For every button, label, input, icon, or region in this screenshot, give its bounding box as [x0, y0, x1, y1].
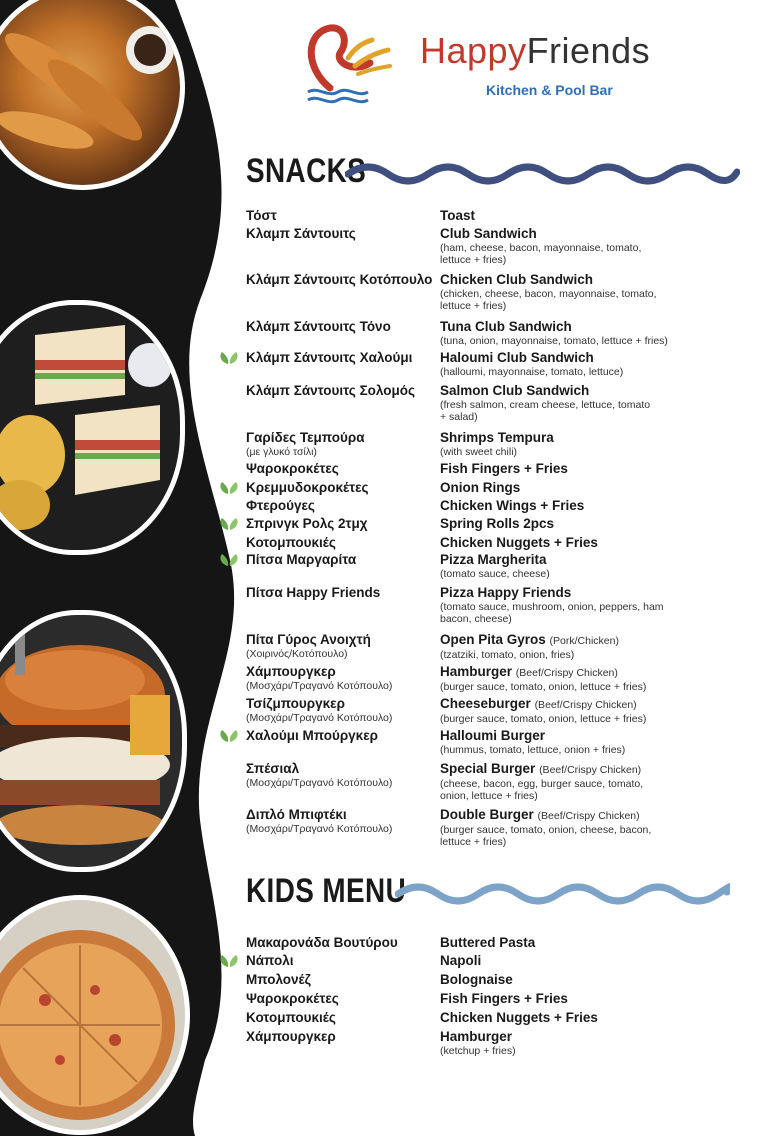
- brand-name-part2: Friends: [526, 30, 651, 71]
- item-title: Tuna Club Sandwich: [440, 319, 572, 334]
- menu-item-gr: Τόστ: [246, 208, 277, 223]
- vegetarian-leaf-icon: [218, 728, 240, 744]
- item-description: (Μοσχάρι/Τραγανό Κοτόπουλο): [246, 823, 393, 835]
- menu-item-gr: [246, 664, 392, 692]
- menu-item-gr: [246, 807, 392, 835]
- menu-item-gr: [246, 761, 392, 789]
- brand-tagline: Kitchen & Pool Bar: [486, 82, 613, 98]
- menu-item-gr: Κλάμπ Σάντουιτς Κοτόπουλο: [246, 272, 433, 287]
- menu-item-en: [440, 807, 651, 848]
- item-description: onion, lettuce + fries): [440, 790, 538, 802]
- item-description: (tzatziki, tomato, onion, fries): [440, 649, 575, 661]
- menu-item-gr: Κοτομπουκιές: [246, 1010, 336, 1025]
- menu-item-gr: Ψαροκροκέτες: [246, 461, 339, 476]
- menu-item-gr: Κοτομπουκιές: [246, 535, 336, 550]
- item-description: (halloumi, mayonnaise, tomato, lettuce): [440, 366, 624, 378]
- item-description: lettuce + fries): [440, 836, 507, 848]
- item-title: Double Burger: [440, 807, 534, 822]
- item-title: Special Burger: [440, 761, 536, 776]
- menu-item-en: Fish Fingers + Fries: [440, 991, 568, 1006]
- snacks-title: SNACKS: [246, 152, 367, 190]
- menu-item-gr: Πίτσα Μαργαρίτα: [246, 552, 357, 567]
- item-title: Χάμπουργκερ: [246, 664, 336, 679]
- vegetarian-leaf-icon: [218, 552, 240, 568]
- item-description: (Χοιρινός/Κοτόπουλο): [246, 648, 348, 660]
- menu-item-en: Toast: [440, 208, 476, 223]
- menu-item-gr: Μακαρονάδα Βουτύρου: [246, 935, 398, 950]
- kids-wave-divider: [395, 878, 730, 910]
- item-note: (Pork/Chicken): [549, 635, 619, 647]
- item-description: (tomato sauce, cheese): [440, 568, 550, 580]
- item-note: (Beef/Crispy Chicken): [539, 764, 642, 776]
- item-title: Hamburger: [440, 1029, 513, 1044]
- menu-item-gr: Χαλούμι Μπούργκερ: [246, 728, 378, 743]
- menu-item-en: [440, 585, 664, 625]
- menu-item-en: [440, 226, 641, 266]
- item-title: Pizza Margherita: [440, 552, 547, 567]
- item-title: Open Pita Gyros: [440, 632, 546, 647]
- brand-name: [420, 30, 650, 72]
- menu-item-gr: Κρεμμυδοκροκέτες: [246, 480, 369, 495]
- item-title: Σπέσιαλ: [246, 761, 300, 776]
- item-description: lettuce + fries): [440, 300, 507, 312]
- menu-item-gr: Κλάμπ Σάντουιτς Σολομός: [246, 383, 416, 398]
- menu-item-gr: Πίτσα Happy Friends: [246, 585, 381, 600]
- brand-name-part1: Happy: [420, 30, 527, 71]
- menu-item-en: Onion Rings: [440, 480, 521, 495]
- item-title: Chicken Club Sandwich: [440, 272, 594, 287]
- item-title: Hamburger: [440, 664, 513, 679]
- menu-item-en: [440, 632, 619, 661]
- menu-item-gr: Ψαροκροκέτες: [246, 991, 339, 1006]
- item-description: (Μοσχάρι/Τραγανό Κοτόπουλο): [246, 777, 393, 789]
- menu-item-en: [440, 696, 646, 725]
- item-title: Pizza Happy Friends: [440, 585, 572, 600]
- menu-item-en: Chicken Nuggets + Fries: [440, 1010, 598, 1025]
- item-description: (tomato sauce, mushroom, onion, peppers, ham: [440, 601, 664, 613]
- item-description: (tuna, onion, mayonnaise, tomato, lettuce + fries): [440, 335, 668, 347]
- menu-item-en: [440, 728, 625, 756]
- menu-item-en: [440, 430, 554, 458]
- vegetarian-leaf-icon: [218, 350, 240, 366]
- menu-item-gr: Χάμπουργκερ: [246, 1029, 336, 1044]
- menu-item-en: Bolognaise: [440, 972, 513, 987]
- menu-item-en: Chicken Nuggets + Fries: [440, 535, 598, 550]
- kids-menu-title: KIDS MENU: [246, 872, 407, 910]
- menu-item-en: [440, 1029, 516, 1057]
- item-description: (hummus, tomato, lettuce, onion + fries): [440, 744, 626, 756]
- vegetarian-leaf-icon: [218, 480, 240, 496]
- item-description: lettuce + fries): [440, 254, 507, 266]
- menu-item-en: [440, 383, 650, 423]
- item-note: (Beef/Crispy Chicken): [534, 699, 637, 711]
- menu-item-en: [440, 272, 657, 312]
- item-description: (burger sauce, tomato, onion, lettuce + fries): [440, 681, 647, 693]
- menu-item-gr: Νάπολι: [246, 953, 294, 968]
- item-description: (Μοσχάρι/Τραγανό Κοτόπουλο): [246, 680, 393, 692]
- menu-item-en: Buttered Pasta: [440, 935, 536, 950]
- menu-item-en: [440, 319, 668, 347]
- menu-item-gr: [246, 696, 392, 724]
- menu-item-en: Napoli: [440, 953, 482, 968]
- item-description: (Μοσχάρι/Τραγανό Κοτόπουλο): [246, 712, 393, 724]
- item-description: (ketchup + fries): [440, 1045, 516, 1057]
- burger-photo: [0, 610, 187, 872]
- item-title: Shrimps Tempura: [440, 430, 554, 445]
- item-description: (burger sauce, tomato, onion, lettuce + fries): [440, 713, 647, 725]
- item-title: Halloumi Burger: [440, 728, 546, 743]
- item-title: Τσίζμπουργκερ: [246, 696, 345, 711]
- item-note: (Beef/Crispy Chicken): [537, 810, 640, 822]
- vegetarian-leaf-icon: [218, 516, 240, 532]
- menu-item-gr: [246, 632, 371, 660]
- menu-item-gr: Κλάμπ Σάντουιτς Τόνο: [246, 319, 391, 334]
- item-description: (chicken, cheese, bacon, mayonnaise, tomato,: [440, 288, 657, 300]
- item-description: (with sweet chili): [440, 446, 518, 458]
- menu-item-gr: Σπρινγκ Ρολς 2τμχ: [246, 516, 368, 531]
- item-title: Cheeseburger: [440, 696, 531, 711]
- menu-item-en: [440, 552, 550, 580]
- item-note: (Beef/Crispy Chicken): [515, 667, 618, 679]
- item-description: (cheese, bacon, egg, burger sauce, tomato,: [440, 778, 644, 790]
- item-description: (με γλυκό τσίλι): [246, 446, 317, 458]
- item-title: Club Sandwich: [440, 226, 537, 241]
- menu-item-en: [440, 761, 643, 802]
- item-description: (burger sauce, tomato, onion, cheese, bacon,: [440, 824, 652, 836]
- menu-item-gr: Κλαμπ Σάντουιτς: [246, 226, 356, 241]
- vegetarian-leaf-icon: [218, 953, 240, 969]
- happy-friends-logo: [300, 18, 395, 110]
- item-title: Πίτα Γύρος Ανοιχτή: [246, 632, 371, 647]
- item-description: bacon, cheese): [440, 613, 512, 625]
- item-title: Haloumi Club Sandwich: [440, 350, 594, 365]
- menu-item-en: Chicken Wings + Fries: [440, 498, 585, 513]
- item-title: Γαρίδες Τεμπούρα: [246, 430, 365, 445]
- menu-item-en: [440, 350, 623, 378]
- menu-item-en: Spring Rolls 2pcs: [440, 516, 555, 531]
- menu-item-gr: Φτερούγες: [246, 498, 315, 513]
- item-description: (ham, cheese, bacon, mayonnaise, tomato,: [440, 242, 642, 254]
- menu-item-gr: [246, 430, 365, 458]
- menu-item-gr: Κλάμπ Σάντουιτς Χαλούμι: [246, 350, 413, 365]
- item-title: Διπλό Μπιφτέκι: [246, 807, 347, 822]
- menu-item-gr: Μπολονέζ: [246, 972, 311, 987]
- snacks-wave-divider: [345, 158, 740, 190]
- menu-item-en: Fish Fingers + Fries: [440, 461, 568, 476]
- item-description: (fresh salmon, cream cheese, lettuce, tomato: [440, 399, 651, 411]
- item-description: + salad): [440, 411, 478, 423]
- item-title: Salmon Club Sandwich: [440, 383, 590, 398]
- menu-item-en: [440, 664, 646, 693]
